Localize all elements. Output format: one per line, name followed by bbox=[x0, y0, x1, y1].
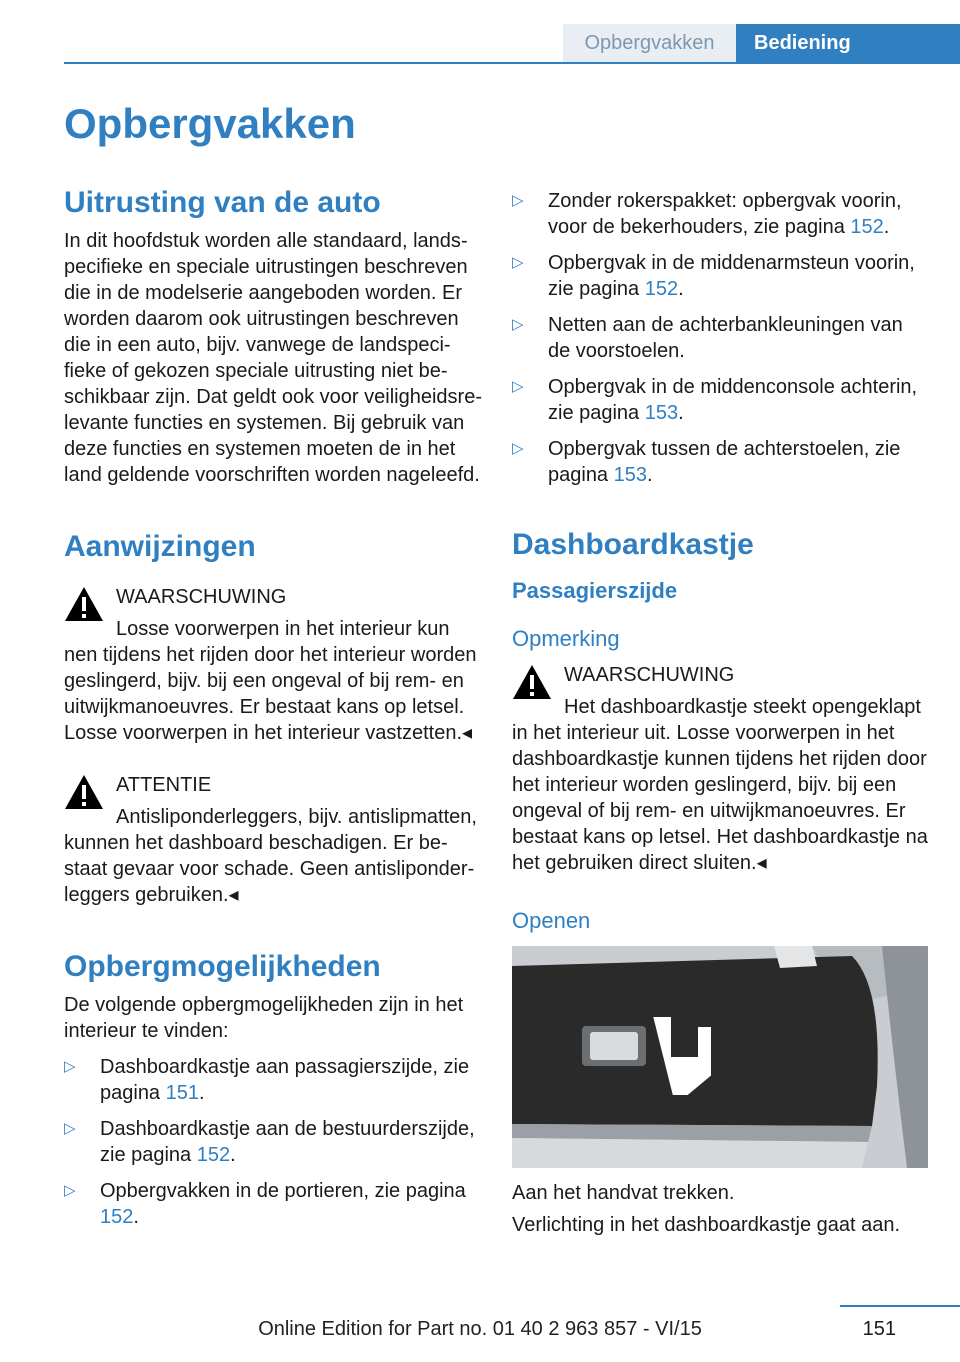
page-link[interactable]: 153 bbox=[613, 464, 647, 486]
section-heading-uitrusting: Uitrusting van de auto bbox=[64, 186, 381, 219]
list-item: ▷ Dashboardkastje aan passagierszijde, zie pagina 151. bbox=[64, 1054, 482, 1106]
warning-text: nen tijdens het rijden door het interieur worden geslingerd, bijv. bij een ongeval of bij rem- en uitwijkmanoeuvres. Er bestaat kans op letsel. Losse voorwerpen in het interieur vastzetten.◂ bbox=[64, 644, 477, 744]
header-tab-chapter: Bediening bbox=[736, 24, 960, 62]
warning-text-first-line: Het dashboardkastje steekt opengeklapt bbox=[564, 696, 921, 718]
left-column bbox=[64, 184, 482, 1240]
list-item: ▷ Opbergvak in de middenarmsteun voorin, zie pagina 152. bbox=[512, 250, 930, 302]
footer-edition: Online Edition for Part no. 01 40 2 963 857 - VI/15 bbox=[258, 1318, 702, 1340]
header-divider bbox=[64, 62, 960, 64]
subheading-passagierszijde: Passagierszijde bbox=[512, 578, 678, 603]
list-item: ▷ Opbergvak in de middenconsole achterin, zie pagina 153. bbox=[512, 374, 930, 426]
page-link[interactable]: 152 bbox=[196, 1144, 231, 1166]
warning-triangle-icon bbox=[64, 586, 104, 622]
right-column bbox=[512, 184, 930, 1238]
header-tab-section: Opbergvakken bbox=[563, 24, 736, 62]
warning-text-first-line: Losse voorwerpen in het interieur kun bbox=[116, 618, 450, 640]
page-link[interactable]: 152 bbox=[850, 216, 884, 238]
warning-triangle-icon bbox=[64, 774, 104, 810]
page-link[interactable]: 152 bbox=[644, 278, 679, 300]
page-link[interactable]: 151 bbox=[165, 1082, 199, 1104]
warning-text: in het interieur uit. Losse voorwerpen in het dashboardkastje kunnen tijdens het rijden door het interieur worden geslingerd, bijv. bij een ongeval of bij rem- en uitwijkmanoeuvres. Er bestaat kans op letsel. Het dashboardkastje na het gebruiken direct sluiten.◂ bbox=[512, 722, 928, 874]
list-item: ▷ Zonder rokerspakket: opbergvak voorin, voor de bekerhouders, zie pagina 152. bbox=[512, 188, 930, 240]
footer-divider bbox=[840, 1305, 960, 1307]
section-heading-aanwijzingen: Aanwijzingen bbox=[64, 530, 256, 563]
lighting-note: Verlichting in het dashboardkastje gaat aan. bbox=[512, 1214, 901, 1236]
subheading-opmerking: Opmerking bbox=[512, 626, 620, 651]
open-instruction: Aan het handvat trekken. bbox=[512, 1182, 735, 1204]
section-heading-dashboardkastje: Dashboardkastje bbox=[512, 528, 754, 561]
storage-list-left bbox=[64, 1054, 482, 1230]
page-link[interactable]: 153 bbox=[644, 402, 679, 424]
warning-block-1 bbox=[64, 584, 482, 746]
list-item: ▷ Opbergvak tussen de achterstoelen, zie pagina 153. bbox=[512, 436, 930, 488]
list-item: ▷ Opbergvakken in de portieren, zie pagina 152. bbox=[64, 1178, 482, 1230]
page-number: 151 bbox=[862, 1318, 896, 1340]
list-item: ▷ Netten aan de achterbankleuningen van de voorstoelen. bbox=[512, 312, 930, 364]
attention-block bbox=[64, 772, 482, 908]
opbergmogelijkheden-text: De volgende opbergmogelijkheden zijn in het interieur te vinden: bbox=[64, 994, 464, 1042]
warning-title: WAARSCHUWING bbox=[116, 586, 287, 608]
page-link[interactable]: 152 bbox=[100, 1206, 134, 1228]
attention-text: kunnen het dashboard beschadigen. Er bestaat gevaar voor schade. Geen antisliponderleggers gebruiken.◂ bbox=[64, 832, 475, 906]
glovebox-photo bbox=[512, 946, 928, 1168]
subheading-openen: Openen bbox=[512, 908, 591, 933]
warning-block-2 bbox=[512, 662, 930, 876]
warning-title: WAARSCHUWING bbox=[564, 664, 735, 686]
warning-triangle-icon bbox=[512, 664, 552, 700]
section-heading-opbergmogelijkheden: Opbergmogelijkheden bbox=[64, 950, 381, 983]
attention-title: ATTENTIE bbox=[116, 774, 212, 796]
attention-text-first-line: Antisliponderleggers, bijv. antislipmatten, bbox=[116, 806, 477, 828]
uitrusting-text: In dit hoofdstuk worden alle standaard, landspecifieke en speciale uitrustingen beschreven die in de modelserie aangeboden worden. Er worden daarom ook uitrustingen beschreven die in een auto, bijv. vanwege de landspecifieke of gekozen speciale uitrusting niet beschikbaar zijn. Dat geldt ook voor veiligheidsrelevante functies en systemen. Bij gebruik van deze functies en systemen moeten de in het land geldende voorschriften worden nageleefd. bbox=[64, 230, 482, 486]
storage-list-right bbox=[512, 188, 930, 488]
list-item: ▷ Dashboardkastje aan de bestuurderszijde, zie pagina 152. bbox=[64, 1116, 482, 1168]
page-title: Opbergvakken bbox=[64, 100, 356, 147]
